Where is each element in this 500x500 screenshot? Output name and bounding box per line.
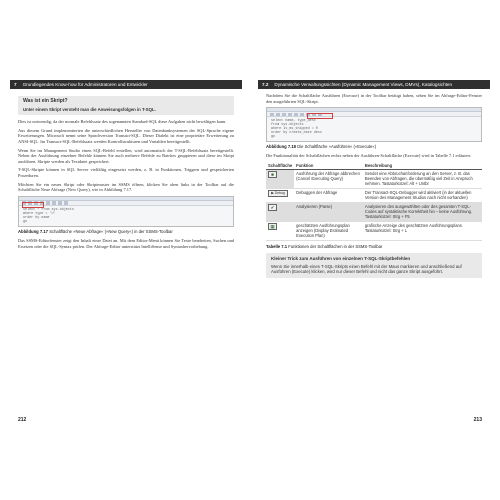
code-line: where type = 'U'	[23, 211, 56, 216]
table-row: ▦ geschätzten Ausführungsplan anzeigen (Display Estimated Execution Plan) grafische Anzeige des geschätzten Ausführungsplans. Tastaturkürzel: Strg + L	[266, 221, 482, 240]
left-page-header	[10, 80, 242, 89]
tip-box	[266, 253, 482, 278]
table-caption: Tabelle 7.1 Funktionen der Schaltflächen in der SSMS-Toolbar	[266, 243, 383, 249]
paragraph: Wenn Sie im Management Studio einen SQL-Befehl erstellen, wird automatisch der T-SQL-Befehlssatz bereitgestellt. Neben der Ausführung einzelner Befehle können Sie auch mehrere Befehle zu Batches gruppieren und diese im Skript ausführen. Skripte werden als Textdatei gespeichert.	[18, 147, 234, 164]
code-line: select * from sys.objects	[23, 207, 74, 212]
table-row: ■ Ausführung der Abfrage abbrechen (Cancel Executing Query) Sendet eine Abbruchanforderung an den Server, z. B. das Beenden von Abfragen, die übermäßig viel Zeit in Anspruch nehmen. Tastaturkürzel: Alt + Untbr	[266, 169, 482, 188]
code-line: order by create_date desc	[271, 131, 322, 136]
table-header: Funktion	[294, 162, 363, 170]
code-line: go	[23, 219, 28, 224]
table-header: Schaltfläche	[268, 162, 293, 168]
ssms-screenshot-execute	[266, 107, 482, 142]
paragraph: Dies ist notwendig, da der normale Befehlssatz des sogenannten Standard-SQL diese Aufgaben nicht bewältigen kann.	[18, 119, 227, 125]
right-header-title: Dynamische Verwaltungssichten (Dynamic Management Views, DMVs), Katalogsichten	[274, 82, 453, 87]
stop-icon: ■	[268, 171, 277, 178]
ssms-screenshot-new-query	[18, 196, 234, 227]
code-line: order by name	[23, 215, 50, 220]
debug-icon: ▶ Debug	[268, 190, 288, 197]
page-number: 212	[18, 417, 27, 423]
left-page	[10, 80, 242, 425]
right-page-header	[258, 80, 490, 89]
code-line: go	[271, 135, 276, 140]
paragraph: Die Funktionalität der Schaltflächen rechts neben der Ausführen-Schaltfläche (Execute) wird in Tabelle 7.1 erläutert.	[266, 153, 472, 159]
checkmark-icon: ✔	[268, 204, 277, 211]
info-box-question: Was ist ein Skript?	[23, 98, 68, 104]
highlight-marker	[307, 113, 333, 119]
paragraph: Möchten Sie ein neues Skript oder Skriptmuster im SSMS öffnen, klicken Sie oben links in der Toolbar auf die Schaltfläche Neue Abfrage (New Query), wie in Abbildung 7.17.	[18, 181, 234, 193]
figure-caption: Abbildung 7.18 Die Schaltfläche »Ausführen« (»Execute«)	[266, 144, 377, 150]
table-row: ▶ Debug Debuggen der Abfrage Der Transact-SQL-Debugger wird aktiviert (in der aktuellen Version des Management Studios nach nicht vorhanden)	[266, 188, 482, 202]
figure-caption: Abbildung 7.17 Schaltfläche »Neue Abfrage« (»New Query«) in der SSMS-Toolbar	[18, 228, 173, 234]
paragraph: Aus diesem Grund implementierten die unterschiedlichen Hersteller von Datenbanksystemen der SQL-Sprache eigene Erweiterungen. Microsoft nennt seine Sprachversion Transact-SQL. Dieser Dialekt ist eine proprietäre Erweiterung zu ANSI-SQL. Im Transact-SQL-Befehlssatz werden Kontrollstrukturen und Variablen bereitgestellt.	[18, 127, 234, 144]
tip-text: Wenn Sie innerhalb eines T-SQL-Skripts einen Befehl mit der Maus markieren und anschließend auf Ausführen (Execute) klicken, wird nur dieser Befehl und nicht das ganze Skript ausgeführt.	[271, 263, 462, 275]
right-header-number: 7.2	[262, 82, 269, 87]
paragraph: Das SSMS-Editorfenster zeigt den Inhalt einer Datei an. Mit dem Editor-Menü können Sie Texte bearbeiten, Suchen und Ersetzen oder die SQL-Syntax prüfen. Der Abfrage-Editor unterstützt IntelliSense und Syntaxhervorhebung.	[18, 237, 234, 249]
toolbar-functions-table	[266, 162, 482, 241]
info-box-answer: Unter einem Skript versteht man die Anweisungsfolgen in T-SQL.	[23, 106, 156, 112]
code-line: select name, type_desc	[271, 119, 316, 124]
code-preview	[267, 117, 481, 141]
code-line: where is_ms_shipped = 0	[271, 127, 318, 132]
highlight-marker	[22, 202, 44, 208]
info-box	[18, 96, 234, 115]
left-header-title: Grundlegendes Know-how für Administratoren und Entwickler	[22, 82, 148, 87]
right-page	[258, 80, 490, 425]
left-header-number: 7	[14, 82, 17, 87]
paragraph: Nachdem Sie die Schaltfläche Ausführen (Execute) in der Toolbar betätigt haben, sehen Sie im Abfrage-Editor-Fenster den ausgeführten SQL-Skript.	[266, 93, 482, 104]
execution-plan-icon: ▦	[268, 223, 277, 230]
paragraph: T-SQL-Skripte können in SQL Server vielfältig eingesetzt werden, z. B. in Funktionen, Triggern und gespeicherten Prozeduren.	[18, 167, 234, 178]
table-row: ✔ Analysieren (Parse) Analysieren des ausgewählten oder des gesamten T-SQL-Codes auf syntaktische Korrektheit hin – keine Ausführung. Tastaturkürzel: Strg + F5	[266, 202, 482, 221]
page-number: 213	[473, 417, 482, 423]
code-line: from sys.objects	[271, 123, 304, 128]
code-preview	[19, 206, 233, 226]
tip-title: Kleiner Trick zum Ausführen von einzelnen T-SQL-Skriptbefehlen	[271, 256, 411, 262]
table-header: Beschreibung	[363, 162, 482, 170]
